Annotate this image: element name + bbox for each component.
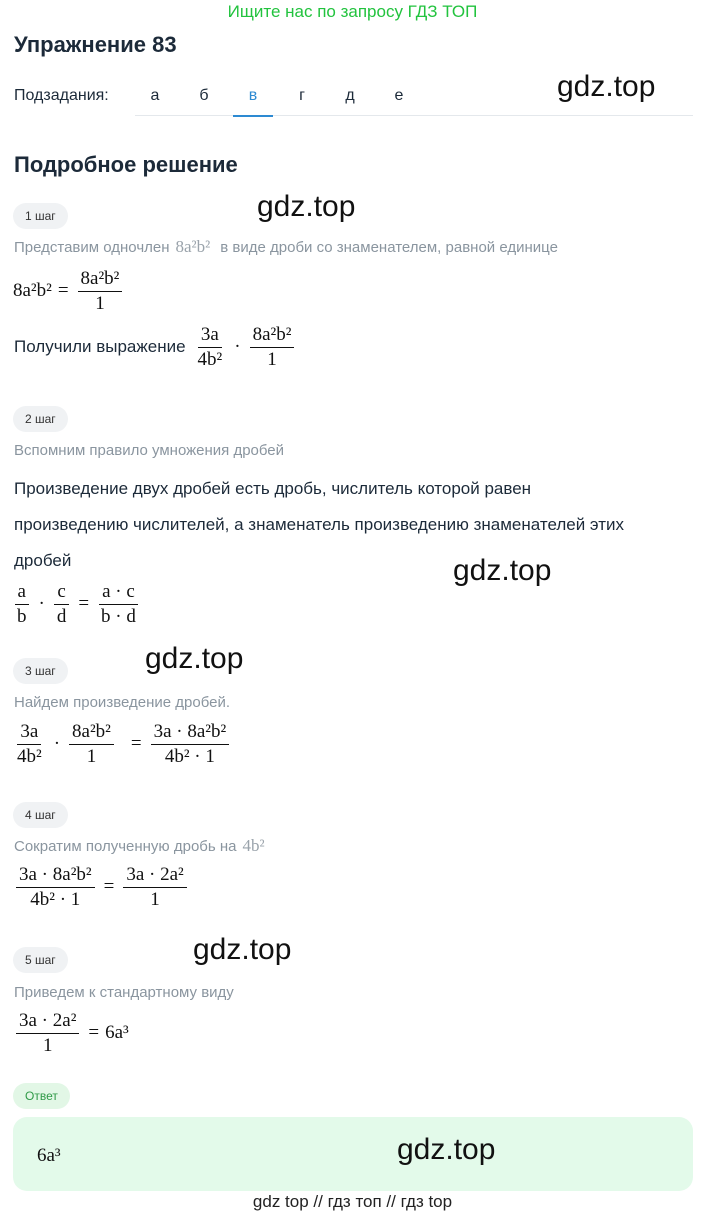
step-badge: 1 шаг (13, 203, 68, 229)
fraction-numerator: a (15, 581, 29, 605)
fraction-denominator: 1 (150, 888, 160, 910)
formula (13, 1010, 129, 1057)
step-badge: 4 шаг (13, 802, 68, 828)
tab-subtask-d[interactable]: д (345, 87, 355, 104)
step-hint (14, 237, 558, 257)
promo-banner[interactable]: Ищите нас по запросу ГДЗ ТОП (227, 2, 478, 21)
page-title: Упражнение 83 (14, 32, 177, 57)
answer-badge: Ответ (13, 1083, 70, 1109)
fraction (14, 721, 45, 768)
hint-math: 8a²b² (175, 237, 211, 256)
fraction (123, 864, 186, 911)
fraction-numerator: 3a · 2a² (123, 864, 186, 888)
step-badge: 3 шаг (13, 658, 68, 684)
fraction-numerator: 3a (198, 324, 222, 348)
rule-text: Произведение двух дробей есть дробь, числитель которой равен (14, 479, 532, 498)
rule-text: произведению числителей, а знаменатель произведению знаменателей этих (14, 515, 625, 534)
formula-operator: = (103, 876, 115, 898)
fraction (69, 721, 114, 768)
step-badge: 5 шаг (13, 947, 68, 973)
step-hint: Найдем произведение дробей. (14, 694, 231, 711)
formula (11, 581, 142, 628)
fraction (54, 581, 70, 628)
fraction-denominator: 1 (267, 348, 277, 370)
hint-math: 4b² (242, 836, 265, 855)
watermark: gdz.top (557, 70, 656, 103)
hint-text: Сократим полученную дробь на (14, 837, 237, 855)
fraction (98, 581, 139, 628)
formula (13, 268, 125, 315)
formula-operator: · (38, 593, 45, 615)
formula-operator: = (57, 280, 69, 302)
result-label: Получили выражение (14, 337, 186, 357)
fraction-numerator: 3a · 8a²b² (16, 864, 95, 888)
fraction-numerator: 8a²b² (78, 268, 123, 292)
fraction (195, 324, 226, 371)
tab-subtask-v[interactable]: в (233, 76, 273, 117)
step-hint: Приведем к стандартному виду (14, 984, 234, 1001)
fraction-denominator: 1 (95, 292, 105, 314)
rule-text: дробей (14, 551, 72, 570)
fraction (151, 721, 230, 768)
formula-operator: · (53, 733, 61, 755)
hint-text: Представим одночлен (14, 238, 170, 256)
formula-operator: · (234, 336, 241, 358)
tab-subtask-a[interactable]: а (150, 87, 160, 104)
fraction-numerator: 3a · 8a²b² (151, 721, 230, 745)
fraction (14, 581, 30, 628)
step-badge: 2 шаг (13, 406, 68, 432)
fraction-denominator: 1 (86, 745, 97, 767)
fraction-numerator: 3a (17, 721, 41, 745)
tab-subtask-e[interactable]: е (394, 87, 404, 104)
fraction-numerator: 8a²b² (69, 721, 114, 745)
watermark: gdz.top (257, 190, 356, 223)
fraction-denominator: 4b² (197, 348, 223, 370)
formula (192, 324, 298, 371)
formula-operator: = (78, 593, 90, 615)
fraction (16, 864, 95, 911)
watermark: gdz.top (453, 554, 552, 587)
answer-box (13, 1117, 693, 1191)
fraction-denominator: b · d (101, 605, 136, 627)
fraction (16, 1010, 79, 1057)
tab-subtask-g[interactable]: г (299, 87, 305, 104)
formula (13, 864, 190, 911)
step-hint: Вспомним правило умножения дробей (14, 442, 285, 459)
subtasks-label: Подзадания: (14, 87, 109, 104)
fraction-numerator: 3a · 2a² (16, 1010, 79, 1034)
formula-term: 6a³ (105, 1022, 129, 1044)
fraction-denominator: 4b² (17, 745, 42, 767)
fraction-denominator: 4b² · 1 (30, 888, 81, 910)
fraction-denominator: 4b² · 1 (164, 745, 215, 767)
fraction (78, 268, 123, 315)
fraction-denominator: d (56, 605, 67, 627)
solution-heading: Подробное решение (14, 152, 238, 177)
fraction (250, 324, 295, 371)
answer-value: 6a³ (37, 1145, 61, 1166)
step-hint (14, 836, 265, 856)
watermark: gdz.top (397, 1133, 496, 1166)
formula-operator: = (88, 1022, 100, 1044)
fraction-numerator: c (54, 581, 68, 605)
hint-text: в виде дроби со знаменателем, равной единице (220, 238, 558, 256)
footer-links[interactable]: gdz top // гдз топ // гдз top (252, 1192, 453, 1211)
fraction-denominator: 1 (42, 1034, 53, 1056)
formula-term: 8a²b² (13, 280, 52, 302)
watermark: gdz.top (145, 642, 244, 675)
fraction-numerator: 8a²b² (250, 324, 295, 348)
formula-operator: = (130, 733, 142, 755)
tab-subtask-b[interactable]: б (199, 87, 209, 104)
watermark: gdz.top (193, 933, 292, 966)
fraction-denominator: b (17, 605, 27, 627)
formula (11, 721, 232, 768)
result-line (14, 324, 297, 371)
fraction-numerator: a · c (99, 581, 138, 605)
